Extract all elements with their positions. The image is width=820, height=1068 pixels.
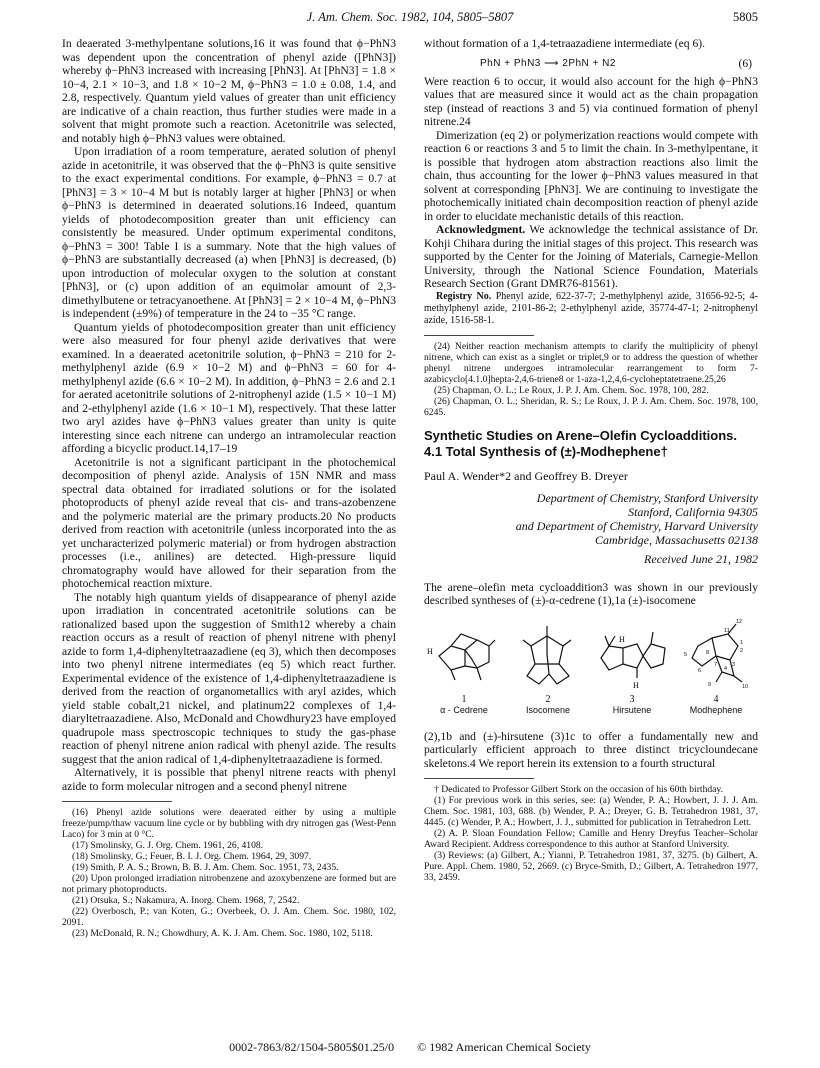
equation-number: (6)	[738, 56, 752, 70]
footnote-divider	[424, 335, 534, 336]
page-number: 5805	[733, 10, 758, 24]
left-column	[62, 37, 396, 939]
position-label: 11	[724, 627, 730, 634]
position-label: 4	[724, 665, 728, 672]
affiliation-line: Cambridge, Massachusetts 02138	[595, 533, 758, 547]
position-label: 12	[736, 618, 743, 625]
footnote: (23) McDonald, R. N.; Chowdhury, A. K. J. Am. Chem. Soc. 1980, 102, 5118.	[72, 928, 373, 939]
position-label: 5	[684, 651, 688, 658]
footnote: (20) Upon prolonged irradiation nitrobenzene and azoxybenzene are formed but are not primary photoproducts.	[62, 873, 396, 895]
footnote: (18) Smolinsky, G.; Feuer, B. I. J. Org. Chem. 1964, 29, 3097.	[72, 851, 312, 862]
position-label: 2	[740, 647, 744, 654]
structure-modhephene	[676, 616, 756, 724]
right-column	[424, 37, 758, 883]
affiliation-line: and Department of Chemistry, Harvard University	[515, 519, 758, 533]
equation-text: PhN + PhN3 ⟶ 2PhN + N2	[480, 57, 616, 69]
registry-text: Phenyl azide, 622-37-7; 2-methylphenyl azide, 31656-92-5; 4-methylphenyl azide, 2101-86-2; 2-ethylphenyl azide, 35774-47-1; 2-nitrophenyl azide, 1516-58-1.	[424, 290, 758, 326]
paragraph: (2),1b and (±)-hirsutene (3)1c to offer a fundamentally new and particularly efficient approach to three distinct tricycloundecane skeletons.4 We report herein its extension to a fourth structural	[424, 729, 758, 770]
paragraph: The notably high quantum yields of disappearance of phenyl azide upon irradiation in concentrated acetonitrile solutions can be rationalized based upon the suggestion of Smith12 whereby a chain reaction occurs as a result of reaction of phenyl nitrene with phenyl azide to form 1,4-diphenyltetraazadiene (eq 3), which then decomposes into two phenyl nitrene intermediates (eq 5) which react further. Experimental evidence of the existence of 1,4-diphenyltetraazadiene is derived from the reaction of organometallics with aryl azides, which yield stable cobalt,21 nickel, and platinum22 complexes of 1,4-diaryltetraazadiene. Also, McDonald and Chowdhury23 have employed quadrupole mass spectroscopic techniques to study the gas-phase reaction of phenyl nitrene anion radical with phenyl azide. The results suggest that the anion radical of 1,4-diphenyltetraazadiene is formed.	[62, 590, 396, 766]
structure-name: Hirsutene	[612, 704, 652, 715]
h-label: H	[427, 646, 433, 656]
paragraph: The arene–olefin meta cycloaddition3 was shown in our previously described syntheses of (±)-α-cedrene (1),1a (±)-isocomene	[424, 580, 758, 607]
authors: Paul A. Wender*2 and Geoffrey B. Dreyer	[424, 468, 628, 483]
position-label: 10	[742, 683, 749, 690]
footnote: † Dedicated to Professor Gilbert Stork on the occasion of his 60th birthday.	[434, 784, 723, 795]
structure-number: 2	[545, 693, 551, 705]
paragraph: Alternatively, it is possible that phenyl nitrene reacts with phenyl azide to form molecular nitrogen and a second phenyl nitrene	[62, 766, 396, 793]
footnote: (22) Overbosch, P.; van Koten, G.; Overbeek, O. J. Am. Chem. Soc. 1980, 102, 2091.	[62, 906, 396, 928]
structure-name: Isocomene	[525, 704, 571, 715]
structure-number: 4	[713, 693, 719, 705]
affiliation-line: Stanford, California 94305	[628, 505, 758, 519]
affiliation-line: Department of Chemistry, Stanford University	[536, 491, 758, 505]
received-date: Received June 21, 1982	[644, 552, 758, 566]
footnote: (26) Chapman, O. L.; Sheridan, R. S.; Le Roux, J. P. J. Am. Chem. Soc. 1978, 100, 6245.	[424, 395, 758, 418]
position-label: 8	[706, 649, 710, 656]
paragraph: Quantum yields of photodecomposition greater than unit efficiency were also measured for four phenyl azide derivatives that were examined. In a deaerated acetonitrile solution, ϕ−PhN3 = 210 for 2-methylphenyl azide (6.9 × 10−2 M) and ϕ−PhN3 = 60 for 4-methylphenyl azide (6.6 × 10−2 M). In addition, ϕ−PhN3 = 2.6 and 2.1 for aerated acetonitrile solutions of 2-nitrophenyl azide (1.5 × 10−1 M) and 2-ethylphenyl azide (1.6 × 10−1 M), respectively. That these latter two aryl azides have ϕ−PhN3 values greater than unity is quite interesting since each nitrene can undergo an intramolecular reaction affording a bicyclic product.14,17–19	[62, 320, 396, 455]
footnote-divider	[62, 801, 172, 802]
footnote: (17) Smolinsky, G. J. Org. Chem. 1961, 26, 4108.	[72, 840, 264, 851]
page-footer	[0, 1040, 820, 1055]
position-label: 1	[740, 639, 744, 646]
footnote: (3) Reviews: (a) Gilbert, A.; Yianni, P. Tetrahedron 1981, 37, 3275. (b) Gilbert, A. Pure. Appl. Chem. 1980, 52, 2669. (c) Bryce-Smith, D.; Gilbert, A. Tetrahedron 1977, 33, 2459.	[424, 850, 758, 883]
affiliation	[424, 491, 758, 547]
acknowledgment-text: We acknowledge the technical assistance of Dr. Kohji Chihara during the initial stages of this project. This research was supported by the Center for the Joining of Materials, Carnegie-Mellon University, through the National Science Foundation, Materials Research Section (Grant DMR76-81561).	[424, 223, 758, 290]
hirsutene-skeleton-icon	[593, 616, 671, 694]
isocomene-skeleton-icon	[509, 616, 587, 694]
running-header	[62, 10, 758, 30]
footnote: (1) For previous work in this series, see: (a) Wender, P. A.; Howbert, J. J. J. Am. Chem. Soc. 1981, 103, 688. (b) Wender, P. A.; Dreyer, G. B. Tetrahedron 1981, 37, 4445. (c) Wender, P. A.; Howbert, J. J., submitted for publication in Tetrahedron Lett.	[424, 795, 758, 828]
paragraph: Upon irradiation of a room temperature, aerated solution of phenyl azide in acetonitrile, it was observed that the ϕ−PhN3 is quite sensitive to the exact experimental conditions. For example, ϕ−PhN3 = 0.7 at [PhN3] = 3 × 10−4 M but is notably larger at higher [PhN3] or when ϕ−PhN3 is determined in deaerated solutions.16 Indeed, quantum yields of photodecomposition greater than unit efficiency can consistently be measured. Under optimum experimental conditons, ϕ−PhN3 = 300! Table I is a summary. Note that the high values of ϕ−PhN3 are substantially decreased (a) when [PhN3] is decreased, (b) upon introduction of molecular oxygen to the solution at constant [PhN3], or (c) upon addition of an equimolar amount of 2,3-dimethylbutene or tetracyanoethene. At [PhN3] = 2 × 10−4 M, ϕ−PhN3 is independent (±9%) of temperature in the 24 to −35 °C range.	[62, 145, 396, 320]
registry-numbers	[424, 291, 758, 327]
footnote: (19) Smith, P. A. S.; Brown, B. B. J. Am. Chem. Soc. 1951, 73, 2435.	[72, 862, 339, 873]
paragraph: Acetonitrile is not a significant participant in the photochemical decomposition of phenyl azide. Analysis of 15N NMR and mass spectral data obtained for irradiated solutions or for the isolated photoproducts of phenyl azide reveal that cis- and trans-azobenzene and the polymeric material are the primary products.20 No products derived from reaction with acetonitrile (unless incorporated into the as yet uncharacterized polymeric material) or from hydrogen abstraction processes (i.e., anilines) are detected. High-pressure liquid chromatography would have allowed for their separation from the photochemical reaction mixture.	[62, 455, 396, 590]
acknowledgment-label: Acknowledgment.	[436, 223, 526, 236]
publication-code: 0002-7863/82/1504-5805$01.25/0	[229, 1040, 395, 1054]
position-label: 7	[714, 661, 718, 668]
structure-isocomene	[508, 616, 588, 724]
paragraph: Dimerization (eq 2) or polymerization reactions would compete with reaction 6 or reactions 3 and 5 to limit the chain. In 3-methylpentane, it is possible that hydrogen atom abstraction reactions also limit the chain, thus accounting for the lower ϕ−PhN3 values measured in that solvent at corresponding [PhN3]. We are continuing to investigate the photochemically initiated chain decomposition reaction of phenyl azide in order to elucidate mechanistic details of this reaction.	[424, 128, 758, 223]
paragraph: In deaerated 3-methylpentane solutions,16 it was found that ϕ−PhN3 was dependent upon the concentration of phenyl azide ([PhN3]) whereby ϕ−PhN3 increased with increasing [PhN3]. At [PhN3] = 1.8 × 10−4, 2.1 × 10−3, and 1.8 × 10−2 M, ϕ−PhN3 = 1.0 ± 0.08, 1.4, and 2.8, respectively. Quantum yield values of greater than unit efficiency are indicative of a chain reaction, thus further studies were made in a solvent that might promote such a reaction. Acetonitrile was selected, and notably high ϕ−PhN3 values were obtained.	[62, 37, 396, 145]
footnote: (2) A. P. Sloan Foundation Fellow; Camille and Henry Dreyfus Teacher–Scholar Award Recipient. Address correspondence to this author at Stanford University.	[424, 828, 758, 850]
structure-figure	[424, 616, 758, 724]
paragraph: without formation of a 1,4-tetraazadiene intermediate (eq 6).	[424, 37, 706, 50]
structure-name: α - Cedrene	[440, 704, 488, 715]
structure-cedrene	[424, 616, 504, 724]
h-label: H	[619, 634, 625, 644]
structure-name: Modhephene	[689, 704, 743, 715]
modhephene-skeleton-icon	[676, 616, 756, 694]
structure-number: 1	[461, 693, 467, 705]
position-label: 6	[698, 667, 702, 674]
registry-label: Registry No.	[436, 290, 492, 302]
copyright: © 1982 American Chemical Society	[417, 1040, 591, 1054]
journal-citation: J. Am. Chem. Soc. 1982, 104, 5805–5807	[306, 10, 514, 24]
footnotes-left	[62, 807, 396, 939]
footnote: (16) Phenyl azide solutions were deaerated either by using a multiple freeze/pump/thaw vacuum line cycle or by bubbling with dry nitrogen gas (West-Penn Laco) for 3 min at 0 °C.	[62, 807, 396, 840]
position-label: 9	[708, 681, 712, 688]
footnote: (24) Neither reaction mechanism attempts to clarify the multiplicity of phenyl nitrene, which can exist as a singlet or triplet,9 or to address the question of whether phenyl nitrene undergoes intramolecular rearrangement to form 7-azabicyclo[4.1.0]hepta-2,4,6-triene8 or 1-aza-1,2,4,6-cycloheptatetraene.25,26	[424, 340, 758, 385]
paragraph: Were reaction 6 to occur, it would also account for the high ϕ−PhN3 values that are measured since it would act as the chain propagation step (instead of reactions 3 and 5) via continued formation of phenyl nitrene.24	[424, 74, 758, 128]
acknowledgment	[424, 223, 758, 291]
footnote-divider	[424, 778, 534, 779]
position-label: 3	[732, 661, 736, 668]
footnote: (21) Otsuka, S.; Nakamura, A. Inorg. Chem. 1968, 7, 2542.	[72, 895, 300, 906]
footnote: (25) Chapman, O. L.; Le Roux, J. P. J. Am. Chem. Soc. 1978, 100, 282.	[434, 384, 709, 396]
structure-number: 3	[629, 693, 635, 705]
footnotes-right	[424, 341, 758, 418]
equation-6	[424, 55, 758, 71]
cedrene-skeleton-icon	[425, 616, 503, 694]
footnotes-article	[424, 784, 758, 883]
article-title: Synthetic Studies on Arene–Olefin Cycloadditions. 4.1 Total Synthesis of (±)-Modhephene†	[424, 427, 738, 459]
structure-hirsutene	[592, 616, 672, 724]
h-label: H	[633, 680, 639, 690]
